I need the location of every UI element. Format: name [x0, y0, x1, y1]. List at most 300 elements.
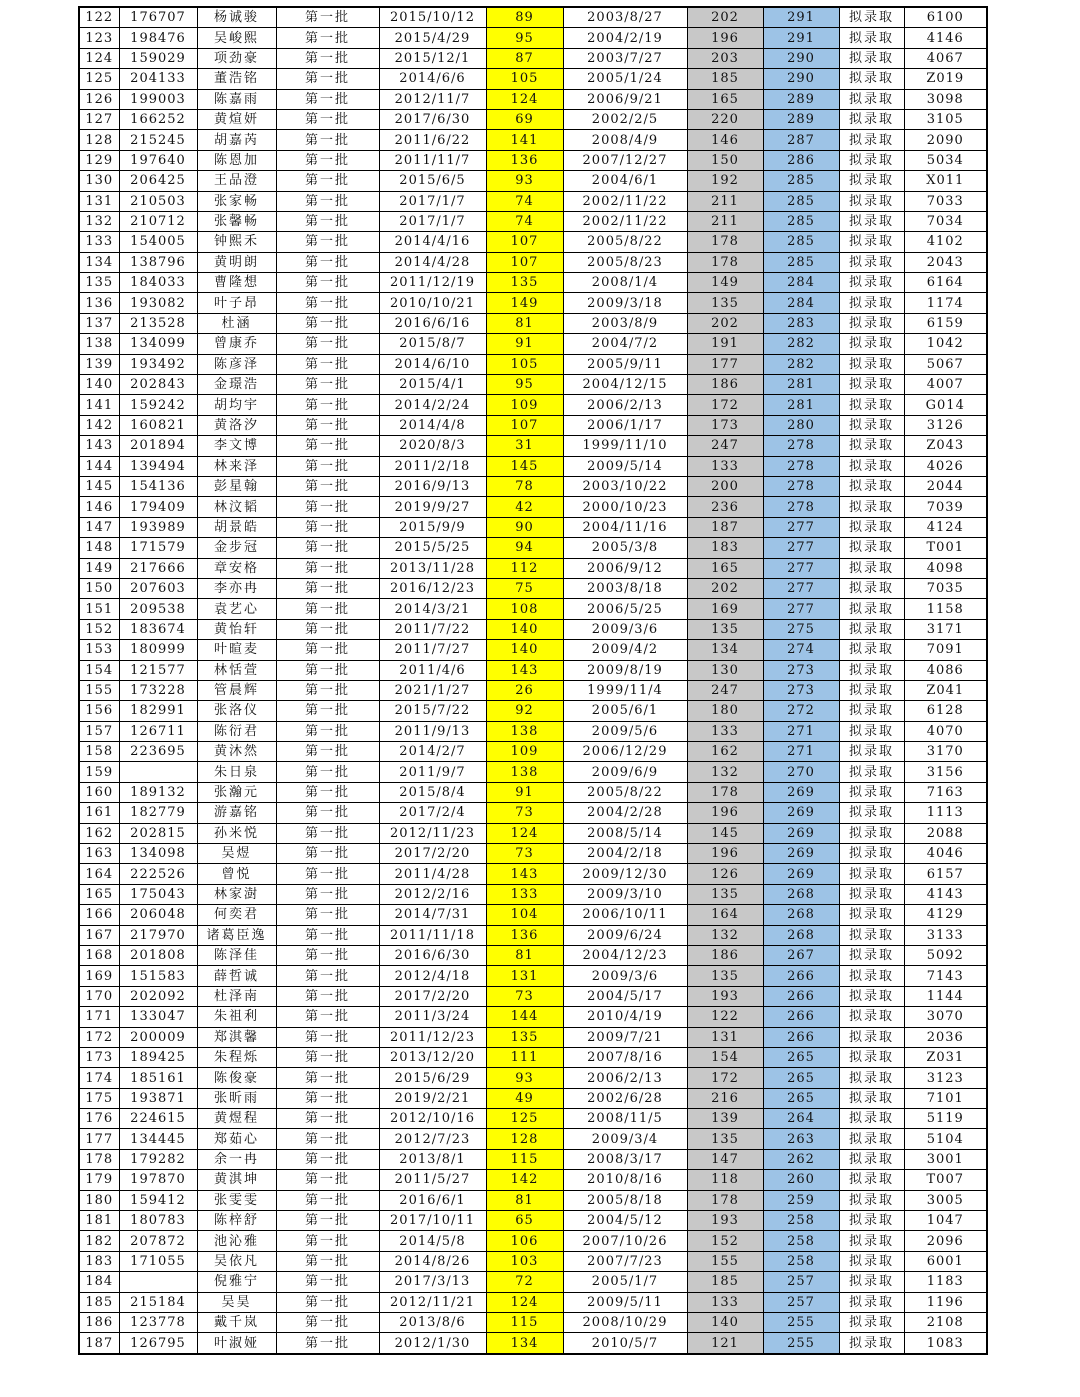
seq-cell: 136	[79, 293, 119, 313]
days-cell: 133	[687, 1292, 763, 1312]
code-cell: 1174	[904, 293, 987, 313]
batch-cell: 第一批	[276, 476, 379, 496]
seq-cell: 179	[79, 1170, 119, 1190]
days-cell: 118	[687, 1170, 763, 1190]
score-cell: 87	[486, 48, 563, 68]
applicant-id-cell: 159242	[119, 395, 197, 415]
table-row	[79, 986, 987, 1006]
code-cell: 4007	[904, 375, 987, 395]
birthdate-cell: 2016/12/23	[379, 578, 486, 598]
status-cell: 拟录取	[839, 130, 904, 150]
seq-cell: 167	[79, 925, 119, 945]
reg-date-cell: 2008/10/29	[563, 1313, 687, 1333]
days-cell: 211	[687, 211, 763, 231]
status-cell: 拟录取	[839, 395, 904, 415]
reg-date-cell: 2008/5/14	[563, 823, 687, 843]
reg-date-cell: 2005/8/22	[563, 782, 687, 802]
batch-cell: 第一批	[276, 680, 379, 700]
status-cell: 拟录取	[839, 1292, 904, 1312]
applicant-id-cell: 198476	[119, 28, 197, 48]
total-cell: 255	[763, 1333, 839, 1354]
status-cell: 拟录取	[839, 313, 904, 333]
table-row	[79, 415, 987, 435]
name-cell: 薛哲诚	[197, 966, 276, 986]
days-cell: 178	[687, 1190, 763, 1210]
reg-date-cell: 2004/11/16	[563, 517, 687, 537]
days-cell: 216	[687, 1088, 763, 1108]
applicant-id-cell: 175043	[119, 884, 197, 904]
birthdate-cell: 2011/12/19	[379, 273, 486, 293]
total-cell: 265	[763, 1088, 839, 1108]
table-row	[79, 1109, 987, 1129]
seq-cell: 185	[79, 1292, 119, 1312]
name-cell: 袁艺心	[197, 599, 276, 619]
birthdate-cell: 2014/2/7	[379, 742, 486, 762]
birthdate-cell: 2012/4/18	[379, 966, 486, 986]
batch-cell: 第一批	[276, 640, 379, 660]
table-row	[79, 517, 987, 537]
reg-date-cell: 2009/3/10	[563, 884, 687, 904]
days-cell: 247	[687, 436, 763, 456]
status-cell: 拟录取	[839, 497, 904, 517]
batch-cell: 第一批	[276, 354, 379, 374]
status-cell: 拟录取	[839, 456, 904, 476]
seq-cell: 124	[79, 48, 119, 68]
days-cell: 185	[687, 1272, 763, 1292]
score-cell: 149	[486, 293, 563, 313]
status-cell: 拟录取	[839, 884, 904, 904]
total-cell: 284	[763, 293, 839, 313]
seq-cell: 162	[79, 823, 119, 843]
status-cell: 拟录取	[839, 742, 904, 762]
days-cell: 185	[687, 69, 763, 89]
score-cell: 143	[486, 660, 563, 680]
code-cell: 2090	[904, 130, 987, 150]
score-cell: 144	[486, 1007, 563, 1027]
applicant-id-cell: 126711	[119, 721, 197, 741]
status-cell: 拟录取	[839, 415, 904, 435]
status-cell: 拟录取	[839, 1211, 904, 1231]
batch-cell: 第一批	[276, 905, 379, 925]
seq-cell: 131	[79, 191, 119, 211]
table-row	[79, 803, 987, 823]
score-cell: 105	[486, 69, 563, 89]
birthdate-cell: 2010/10/21	[379, 293, 486, 313]
days-cell: 193	[687, 1211, 763, 1231]
birthdate-cell: 2017/3/13	[379, 1272, 486, 1292]
code-cell: G014	[904, 395, 987, 415]
applicant-id-cell: 139494	[119, 456, 197, 476]
reg-date-cell: 2008/3/17	[563, 1149, 687, 1169]
status-cell: 拟录取	[839, 1333, 904, 1354]
code-cell: 4067	[904, 48, 987, 68]
total-cell: 284	[763, 273, 839, 293]
score-cell: 115	[486, 1313, 563, 1333]
table-row	[79, 762, 987, 782]
batch-cell: 第一批	[276, 1129, 379, 1149]
name-cell: 黄怡轩	[197, 619, 276, 639]
seq-cell: 150	[79, 578, 119, 598]
status-cell: 拟录取	[839, 1047, 904, 1067]
code-cell: 4102	[904, 232, 987, 252]
code-cell: 4046	[904, 844, 987, 864]
code-cell: T001	[904, 538, 987, 558]
seq-cell: 151	[79, 599, 119, 619]
table-row	[79, 578, 987, 598]
seq-cell: 157	[79, 721, 119, 741]
table-row	[79, 1129, 987, 1149]
score-cell: 143	[486, 864, 563, 884]
table-row	[79, 334, 987, 354]
reg-date-cell: 2007/7/23	[563, 1251, 687, 1271]
code-cell: 7143	[904, 966, 987, 986]
code-cell: 1196	[904, 1292, 987, 1312]
total-cell: 273	[763, 680, 839, 700]
table-row	[79, 293, 987, 313]
birthdate-cell: 2014/2/24	[379, 395, 486, 415]
score-cell: 65	[486, 1211, 563, 1231]
applicant-id-cell: 166252	[119, 109, 197, 129]
batch-cell: 第一批	[276, 273, 379, 293]
status-cell: 拟录取	[839, 1027, 904, 1047]
table-row	[79, 844, 987, 864]
score-cell: 93	[486, 1068, 563, 1088]
table-row	[79, 436, 987, 456]
table-row	[79, 171, 987, 191]
table-row	[79, 660, 987, 680]
birthdate-cell: 2015/10/12	[379, 7, 486, 28]
name-cell: 叶淑娅	[197, 1333, 276, 1354]
code-cell: 4026	[904, 456, 987, 476]
batch-cell: 第一批	[276, 395, 379, 415]
birthdate-cell: 2011/7/27	[379, 640, 486, 660]
total-cell: 285	[763, 232, 839, 252]
score-cell: 140	[486, 640, 563, 660]
table-row	[79, 1170, 987, 1190]
reg-date-cell: 2009/5/11	[563, 1292, 687, 1312]
total-cell: 285	[763, 171, 839, 191]
status-cell: 拟录取	[839, 640, 904, 660]
seq-cell: 180	[79, 1190, 119, 1210]
score-cell: 124	[486, 89, 563, 109]
status-cell: 拟录取	[839, 354, 904, 374]
total-cell: 257	[763, 1292, 839, 1312]
status-cell: 拟录取	[839, 558, 904, 578]
code-cell: 6164	[904, 273, 987, 293]
code-cell: 2036	[904, 1027, 987, 1047]
seq-cell: 172	[79, 1027, 119, 1047]
days-cell: 165	[687, 89, 763, 109]
status-cell: 拟录取	[839, 1190, 904, 1210]
reg-date-cell: 2003/7/27	[563, 48, 687, 68]
table-row	[79, 1149, 987, 1169]
score-cell: 141	[486, 130, 563, 150]
reg-date-cell: 2002/11/22	[563, 211, 687, 231]
days-cell: 172	[687, 395, 763, 415]
birthdate-cell: 2014/7/31	[379, 905, 486, 925]
batch-cell: 第一批	[276, 456, 379, 476]
batch-cell: 第一批	[276, 1109, 379, 1129]
reg-date-cell: 1999/11/4	[563, 680, 687, 700]
name-cell: 彭星翰	[197, 476, 276, 496]
score-cell: 135	[486, 273, 563, 293]
table-row	[79, 191, 987, 211]
days-cell: 126	[687, 864, 763, 884]
days-cell: 133	[687, 456, 763, 476]
applicant-id-cell: 189132	[119, 782, 197, 802]
reg-date-cell: 2005/1/7	[563, 1272, 687, 1292]
batch-cell: 第一批	[276, 578, 379, 598]
applicant-id-cell: 171579	[119, 538, 197, 558]
code-cell: 3126	[904, 415, 987, 435]
batch-cell: 第一批	[276, 436, 379, 456]
score-cell: 128	[486, 1129, 563, 1149]
batch-cell: 第一批	[276, 782, 379, 802]
total-cell: 268	[763, 925, 839, 945]
code-cell: 3170	[904, 742, 987, 762]
name-cell: 陈泽佳	[197, 945, 276, 965]
days-cell: 177	[687, 354, 763, 374]
birthdate-cell: 2012/2/16	[379, 884, 486, 904]
code-cell: 1083	[904, 1333, 987, 1354]
applicant-id-cell: 223695	[119, 742, 197, 762]
birthdate-cell: 2014/4/8	[379, 415, 486, 435]
days-cell: 169	[687, 599, 763, 619]
seq-cell: 170	[79, 986, 119, 1006]
birthdate-cell: 2012/7/23	[379, 1129, 486, 1149]
name-cell: 王品澄	[197, 171, 276, 191]
batch-cell: 第一批	[276, 619, 379, 639]
name-cell: 叶暄麦	[197, 640, 276, 660]
code-cell: 4146	[904, 28, 987, 48]
score-cell: 92	[486, 701, 563, 721]
seq-cell: 134	[79, 252, 119, 272]
status-cell: 拟录取	[839, 823, 904, 843]
batch-cell: 第一批	[276, 1088, 379, 1108]
days-cell: 178	[687, 232, 763, 252]
status-cell: 拟录取	[839, 69, 904, 89]
score-cell: 138	[486, 721, 563, 741]
birthdate-cell: 2012/1/30	[379, 1333, 486, 1354]
code-cell: 6157	[904, 864, 987, 884]
seq-cell: 160	[79, 782, 119, 802]
birthdate-cell: 2019/2/21	[379, 1088, 486, 1108]
total-cell: 272	[763, 701, 839, 721]
reg-date-cell: 2006/10/11	[563, 905, 687, 925]
code-cell: 4124	[904, 517, 987, 537]
total-cell: 277	[763, 538, 839, 558]
applicant-id-cell: 121577	[119, 660, 197, 680]
seq-cell: 161	[79, 803, 119, 823]
total-cell: 285	[763, 252, 839, 272]
applicant-id-cell: 206425	[119, 171, 197, 191]
days-cell: 145	[687, 823, 763, 843]
score-cell: 109	[486, 742, 563, 762]
score-cell: 134	[486, 1333, 563, 1354]
score-cell: 136	[486, 925, 563, 945]
reg-date-cell: 2006/1/17	[563, 415, 687, 435]
table-row	[79, 599, 987, 619]
seq-cell: 138	[79, 334, 119, 354]
total-cell: 269	[763, 823, 839, 843]
table-row	[79, 1251, 987, 1271]
batch-cell: 第一批	[276, 1007, 379, 1027]
score-cell: 135	[486, 1027, 563, 1047]
status-cell: 拟录取	[839, 1149, 904, 1169]
code-cell: 3171	[904, 619, 987, 639]
applicant-id-cell: 134098	[119, 844, 197, 864]
applicant-id-cell: 133047	[119, 1007, 197, 1027]
name-cell: 黄洛汐	[197, 415, 276, 435]
name-cell: 郑淇馨	[197, 1027, 276, 1047]
code-cell: 3070	[904, 1007, 987, 1027]
reg-date-cell: 2006/2/13	[563, 1068, 687, 1088]
birthdate-cell: 2012/10/16	[379, 1109, 486, 1129]
code-cell: 1113	[904, 803, 987, 823]
days-cell: 178	[687, 252, 763, 272]
applicant-id-cell: 185161	[119, 1068, 197, 1088]
table-row	[79, 375, 987, 395]
days-cell: 135	[687, 884, 763, 904]
seq-cell: 149	[79, 558, 119, 578]
applicant-id-cell: 154005	[119, 232, 197, 252]
score-cell: 26	[486, 680, 563, 700]
seq-cell: 141	[79, 395, 119, 415]
name-cell: 胡嘉芮	[197, 130, 276, 150]
batch-cell: 第一批	[276, 130, 379, 150]
reg-date-cell: 2003/8/27	[563, 7, 687, 28]
applicant-id-cell: 224615	[119, 1109, 197, 1129]
reg-date-cell: 2004/12/15	[563, 375, 687, 395]
status-cell: 拟录取	[839, 48, 904, 68]
seq-cell: 142	[79, 415, 119, 435]
reg-date-cell: 2009/3/4	[563, 1129, 687, 1149]
code-cell: 5119	[904, 1109, 987, 1129]
name-cell: 朱祖利	[197, 1007, 276, 1027]
batch-cell: 第一批	[276, 660, 379, 680]
reg-date-cell: 2004/12/23	[563, 945, 687, 965]
code-cell: 3098	[904, 89, 987, 109]
batch-cell: 第一批	[276, 986, 379, 1006]
score-cell: 125	[486, 1109, 563, 1129]
applicant-id-cell: 215245	[119, 130, 197, 150]
table-row	[79, 721, 987, 741]
days-cell: 186	[687, 945, 763, 965]
score-cell: 93	[486, 171, 563, 191]
total-cell: 269	[763, 844, 839, 864]
code-cell: X011	[904, 171, 987, 191]
applicant-id-cell: 180783	[119, 1211, 197, 1231]
total-cell: 255	[763, 1313, 839, 1333]
total-cell: 278	[763, 456, 839, 476]
seq-cell: 177	[79, 1129, 119, 1149]
status-cell: 拟录取	[839, 211, 904, 231]
reg-date-cell: 2004/5/12	[563, 1211, 687, 1231]
score-cell: 73	[486, 803, 563, 823]
days-cell: 135	[687, 1129, 763, 1149]
applicant-id-cell: 123778	[119, 1313, 197, 1333]
status-cell: 拟录取	[839, 905, 904, 925]
days-cell: 220	[687, 109, 763, 129]
total-cell: 277	[763, 558, 839, 578]
seq-cell: 163	[79, 844, 119, 864]
seq-cell: 145	[79, 476, 119, 496]
seq-cell: 183	[79, 1251, 119, 1271]
birthdate-cell: 2015/8/7	[379, 334, 486, 354]
score-cell: 74	[486, 211, 563, 231]
batch-cell: 第一批	[276, 844, 379, 864]
status-cell: 拟录取	[839, 782, 904, 802]
score-cell: 115	[486, 1149, 563, 1169]
days-cell: 202	[687, 7, 763, 28]
name-cell: 李文博	[197, 436, 276, 456]
score-cell: 95	[486, 28, 563, 48]
seq-cell: 155	[79, 680, 119, 700]
days-cell: 180	[687, 701, 763, 721]
score-cell: 73	[486, 986, 563, 1006]
reg-date-cell: 2004/6/1	[563, 171, 687, 191]
code-cell: 2108	[904, 1313, 987, 1333]
code-cell: 2044	[904, 476, 987, 496]
reg-date-cell: 2009/3/6	[563, 966, 687, 986]
score-cell: 111	[486, 1047, 563, 1067]
birthdate-cell: 2014/5/8	[379, 1231, 486, 1251]
table-row	[79, 109, 987, 129]
score-cell: 109	[486, 395, 563, 415]
reg-date-cell: 2006/12/29	[563, 742, 687, 762]
total-cell: 266	[763, 966, 839, 986]
score-cell: 73	[486, 844, 563, 864]
seq-cell: 152	[79, 619, 119, 639]
total-cell: 281	[763, 375, 839, 395]
reg-date-cell: 1999/11/10	[563, 436, 687, 456]
batch-cell: 第一批	[276, 191, 379, 211]
reg-date-cell: 2007/12/27	[563, 150, 687, 170]
score-cell: 90	[486, 517, 563, 537]
batch-cell: 第一批	[276, 109, 379, 129]
total-cell: 285	[763, 211, 839, 231]
name-cell: 诸葛臣逸	[197, 925, 276, 945]
birthdate-cell: 2017/2/4	[379, 803, 486, 823]
reg-date-cell: 2009/7/21	[563, 1027, 687, 1047]
table-row	[79, 538, 987, 558]
reg-date-cell: 2009/5/14	[563, 456, 687, 476]
total-cell: 289	[763, 109, 839, 129]
applicant-id-cell: 197640	[119, 150, 197, 170]
birthdate-cell: 2017/2/20	[379, 844, 486, 864]
seq-cell: 168	[79, 945, 119, 965]
birthdate-cell: 2016/9/13	[379, 476, 486, 496]
applicant-id-cell: 202815	[119, 823, 197, 843]
code-cell: 3005	[904, 1190, 987, 1210]
status-cell: 拟录取	[839, 1170, 904, 1190]
status-cell: 拟录取	[839, 966, 904, 986]
table-row	[79, 782, 987, 802]
days-cell: 173	[687, 415, 763, 435]
reg-date-cell: 2004/2/19	[563, 28, 687, 48]
reg-date-cell: 2004/7/2	[563, 334, 687, 354]
table-row	[79, 1068, 987, 1088]
seq-cell: 122	[79, 7, 119, 28]
name-cell: 胡均宇	[197, 395, 276, 415]
score-cell: 142	[486, 1170, 563, 1190]
code-cell: 3123	[904, 1068, 987, 1088]
total-cell: 268	[763, 905, 839, 925]
days-cell: 196	[687, 844, 763, 864]
table-row	[79, 1088, 987, 1108]
applicant-id-cell: 179409	[119, 497, 197, 517]
batch-cell: 第一批	[276, 884, 379, 904]
